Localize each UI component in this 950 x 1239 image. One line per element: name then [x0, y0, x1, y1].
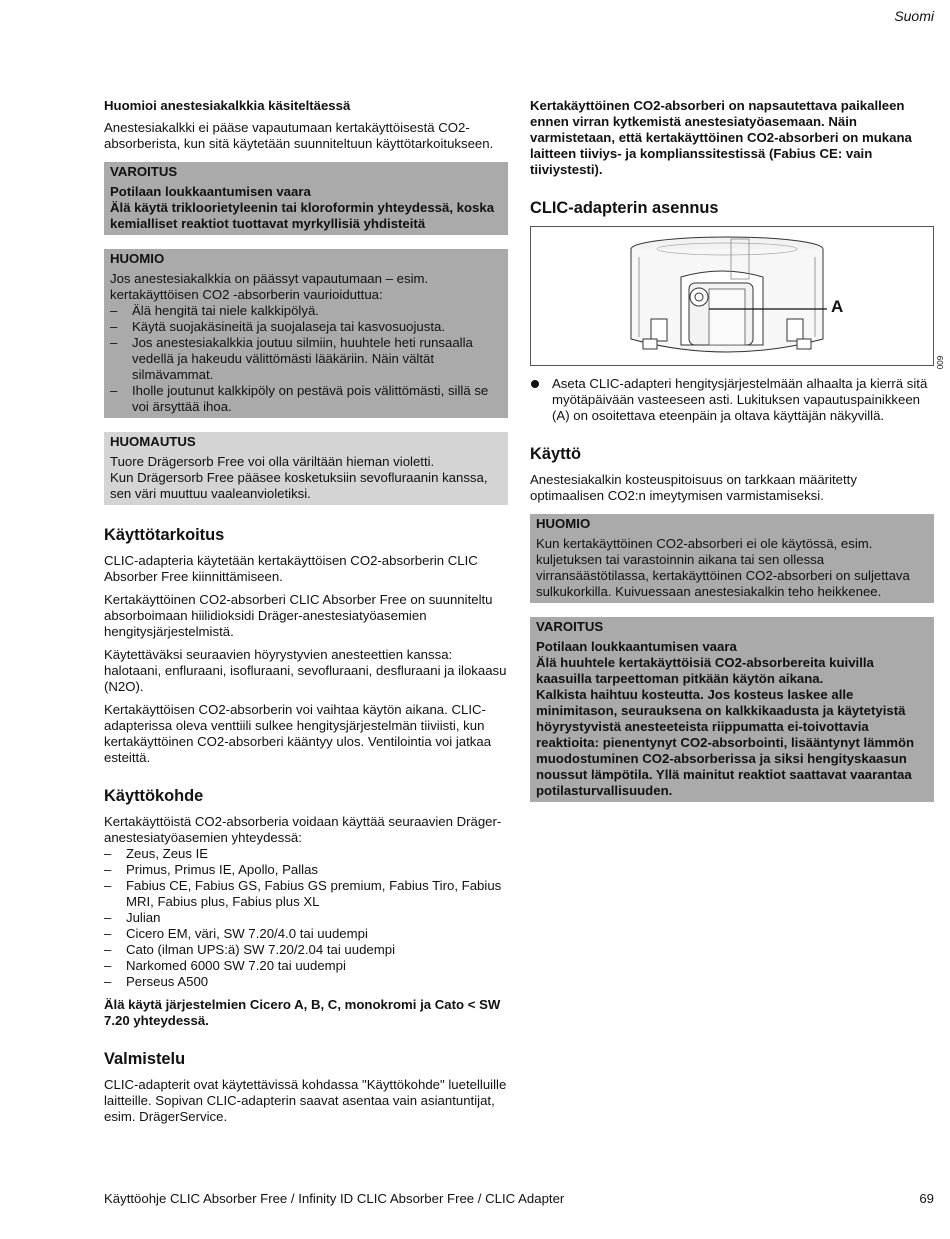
list-item: – Käytä suojakäsineitä ja suojalaseja tai kasvosuojusta.	[110, 319, 502, 335]
page-number: 69	[919, 1191, 934, 1206]
list-item: – Julian	[104, 910, 508, 926]
note-line-2: Kun Drägersorb Free pääsee kosketuksiin sevofluraanin kanssa, sen väri muuttuu vaaleanvioletiksi.	[110, 470, 488, 501]
use-text: Anestesiakalkin kosteuspitoisuus on tarkkaan määritetty optimaalisen CO2:n imeytymisen varmistamiseksi.	[530, 472, 857, 503]
clic-adapter-figure	[530, 226, 945, 370]
note-label: HUOMAUTUS	[110, 434, 196, 449]
warning-text: Älä huuhtele kertakäyttöisiä CO2-absorbereita kuivilla kaasuilla tarpeettoman pitkään käytön aikana.	[536, 655, 874, 686]
purpose-paragraph: CLIC-adapteria käytetään kertakäyttöisen CO2-absorberin CLIC Absorber Free kiinnittämiseen.	[104, 553, 478, 584]
install-steps	[530, 376, 934, 424]
list-item: – Älä hengitä tai niele kalkkipölyä.	[110, 303, 502, 319]
purpose-heading: Käyttötarkoitus	[104, 526, 225, 544]
note-line-1: Tuore Drägersorb Free voi olla väriltään hieman violetti.	[110, 454, 435, 469]
warning-title: Potilaan loukkaantumisen vaara	[110, 184, 311, 199]
list-item: – Perseus A500	[104, 974, 508, 990]
purpose-paragraph: Käytettäväksi seuraavien höyrystyvien anesteettien kanssa: halotaani, enfluraani, isofluraani, sevofluraani, desfluraani ja ilokaasu (N2O).	[104, 647, 507, 694]
list-item: Aseta CLIC-adapteri hengitysjärjestelmään alhaalta ja kierrä sitä myötäpäivään vasteeseen asti. Lukituksen vapautuspainikkeen (A) on osoitettava eteenpäin ja oltava käyttäjän näkyvillä.	[530, 376, 934, 424]
warning-box	[104, 162, 508, 235]
caution-box	[530, 514, 934, 603]
warning-text: Kalkista haihtuu kosteutta. Jos kosteus laskee alle minimitason, seurauksena on kalkkikaadusta ja käytetyistä höyrystyvistä anesteeteista riippumatta ei-toivottavia reaktioita: pienentynyt CO2-absorbointi, lisääntynyt lämmön muodostuminen CO2-absorberissa ja siksi hengityskaasun noussut lämpötila. Yllä mainitut reaktiot saattavat vaarantaa potilasturvallisuuden.	[536, 687, 915, 798]
location-warning: Älä käytä järjestelmien Cicero A, B, C, monokromi ja Cato < SW 7.20 yhteydessä.	[104, 997, 501, 1028]
list-item: – Zeus, Zeus IE	[104, 846, 508, 862]
purpose-paragraph: Kertakäyttöisen CO2-absorberin voi vaihtaa käytön aikana. CLIC-adapterissa oleva venttiili sulkee hengitysjärjestelmän tiiviisti, kun kertakäyttöinen CO2-absorberi kääntyy ulos. Ventilointia voi jatkaa esteittä.	[104, 702, 492, 765]
intro-bold-text: Kertakäyttöinen CO2-absorberi on napsautettava paikalleen ennen virran kytkemistä anestesiatyöasemaan. Näin varmistetaan, että kertakäyttöinen CO2-absorberi on mukana laitteen tiiviys- ja komplianssitestissä (Fabius CE: vain tiiviystesti).	[530, 98, 912, 177]
prep-text: CLIC-adapterit ovat käytettävissä kohdassa "Käyttökohde" luetelluille laitteille. Sopivan CLIC-adapterin saavat asentaa vain asiantuntijat, esim. DrägerService.	[104, 1077, 507, 1124]
list-item: – Primus, Primus IE, Apollo, Pallas	[104, 862, 508, 878]
caution-intro: Jos anestesiakalkkia on päässyt vapautumaan – esim. kertakäyttöisen CO2 -absorberin vaurioiduttua:	[110, 271, 429, 302]
left-column	[104, 98, 508, 1132]
prep-heading: Valmistelu	[104, 1050, 186, 1068]
list-item: – Cicero EM, väri, SW 7.20/4.0 tai uudempi	[104, 926, 508, 942]
caution-label: HUOMIO	[110, 251, 165, 266]
install-heading: CLIC-adapterin asennus	[530, 199, 719, 217]
list-item: – Cato (ilman UPS:ä) SW 7.20/2.04 tai uudempi	[104, 942, 508, 958]
warning-label: VAROITUS	[536, 619, 604, 634]
callout-label: A	[831, 297, 844, 316]
device-list	[104, 846, 508, 990]
language-label: Suomi	[894, 8, 934, 24]
purpose-paragraph: Kertakäyttöinen CO2-absorberi CLIC Absorber Free on suunniteltu absorboimaan hiilidioksidi Dräger-anestesiatyöasemien hengitysjärjestelmistä.	[104, 592, 493, 639]
list-item: – Iholle joutunut kalkkipöly on pestävä pois välittömästi, sillä se voi ärsyttää ihoa.	[110, 383, 502, 415]
use-heading: Käyttö	[530, 445, 581, 463]
list-item: – Fabius CE, Fabius GS, Fabius GS premium, Fabius Tiro, Fabius MRI, Fabius plus, Fabius plus XL	[104, 878, 508, 910]
warning-text: Älä käytä trikloorietyleenin tai kloroformin yhteydessä, koska kemialliset reaktiot tuottavat myrkyllisiä yhdisteitä	[110, 200, 495, 231]
clic-adapter-illustration	[531, 227, 933, 365]
figure-number: 009	[935, 355, 945, 370]
warning-title: Potilaan loukkaantumisen vaara	[536, 639, 737, 654]
intro-text: Anestesiakalkki ei pääse vapautumaan kertakäyttöisestä CO2-absorberista, kun sitä käytetään suunniteltuun käyttötarkoitukseen.	[104, 120, 494, 151]
caution-list	[110, 303, 502, 415]
caution-label: HUOMIO	[536, 516, 591, 531]
list-item: – Narkomed 6000 SW 7.20 tai uudempi	[104, 958, 508, 974]
list-item: – Jos anestesiakalkkia joutuu silmiin, huuhtele heti runsaalla vedellä ja hakeudu välittömästi lääkäriin. Näin vältät silmävammat.	[110, 335, 502, 383]
right-column	[530, 98, 945, 816]
warning-box	[530, 617, 934, 802]
intro-heading: Huomioi anestesiakalkkia käsiteltäessä	[104, 98, 351, 113]
note-box	[104, 432, 508, 505]
location-intro: Kertakäyttöistä CO2-absorberia voidaan käyttää seuraavien Dräger-anestesiatyöasemien yhteydessä:	[104, 814, 502, 845]
footer-title: Käyttöohje CLIC Absorber Free / Infinity ID CLIC Absorber Free / CLIC Adapter	[104, 1191, 565, 1206]
warning-label: VAROITUS	[110, 164, 178, 179]
caution-text: Kun kertakäyttöinen CO2-absorberi ei ole käytössä, esim. kuljetuksen tai varastoinnin aikana tai sen ollessa virransäästötilassa, kertakäyttöinen CO2-absorberi on suljettava sulkukorkilla. Kuivuessaan anestesiakalkin teho heikkenee.	[536, 536, 910, 599]
caution-box	[104, 249, 508, 418]
location-heading: Käyttökohde	[104, 787, 204, 805]
